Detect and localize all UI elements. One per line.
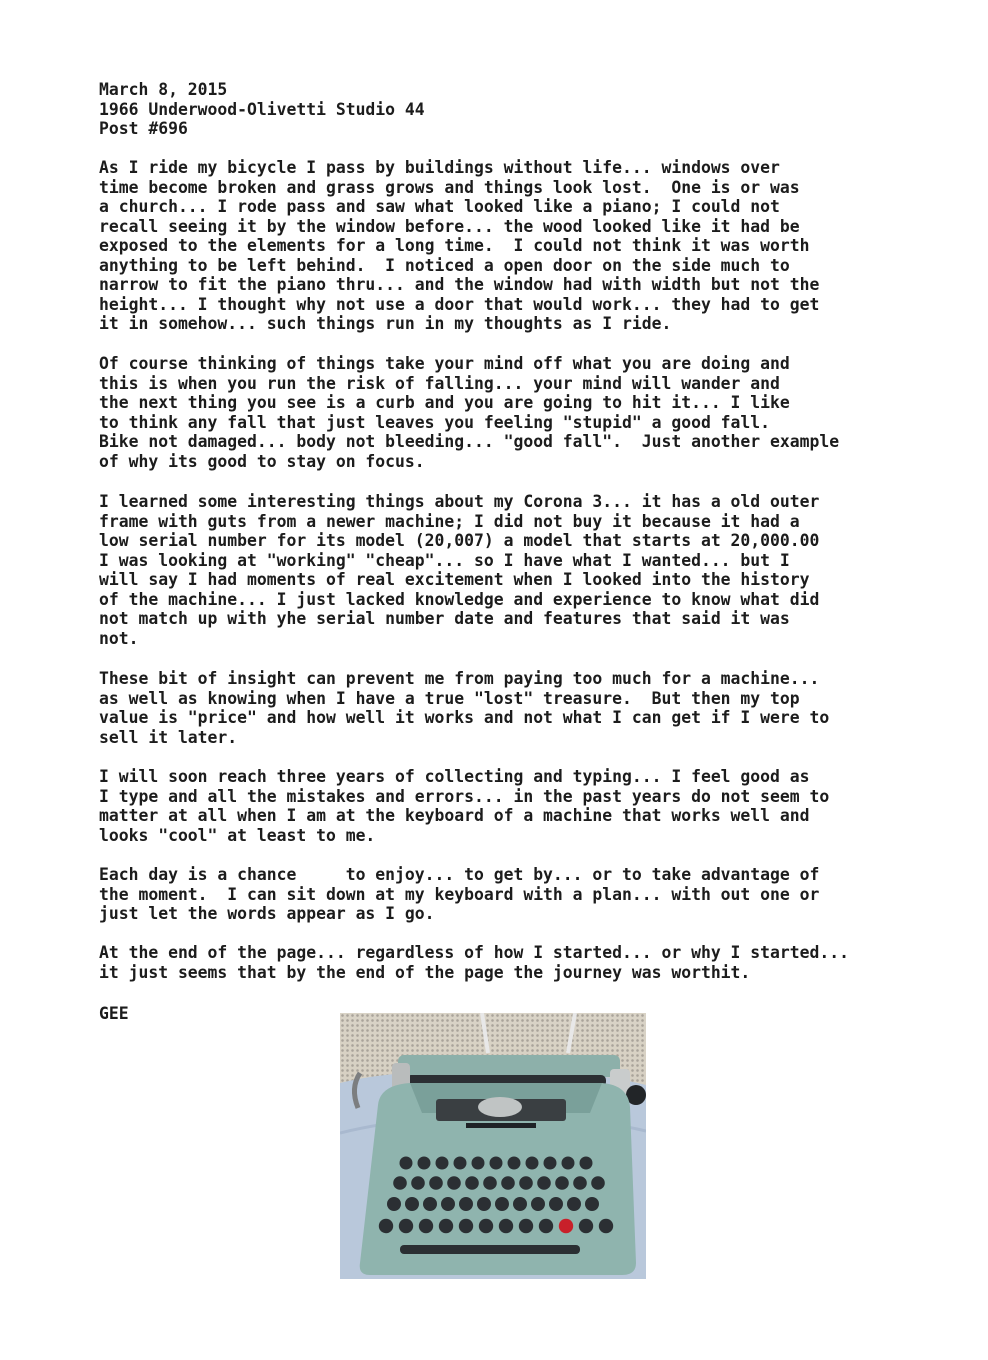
signature: GEE	[99, 1004, 129, 1023]
text-line: the next thing you see is a curb and you are going to hit it... I like	[99, 393, 790, 412]
text-line: not match up with yhe serial number date and features that said it was	[99, 609, 790, 628]
text-line: recall seeing it by the window before... the wood looked like it had be	[99, 216, 800, 236]
text-line: height... I thought why not use a door that would work... they had to get	[99, 294, 820, 314]
text-line: of why its good to stay on focus.	[99, 451, 425, 471]
text-line: At the end of the page... regardless of how I started... or why I started...	[99, 943, 849, 962]
text-line: just let the words appear as I go.	[99, 904, 435, 923]
text-line: low serial number for its model (20,007) a model that starts at 20,000.00	[99, 531, 820, 550]
text-line: I will soon reach three years of collecting and typing... I feel good as	[99, 767, 810, 786]
paragraph-6	[99, 865, 819, 924]
text-line: as well as knowing when I have a true "lost" treasure. But then my top	[99, 688, 800, 708]
text-line: matter at all when I am at the keyboard of a machine that works well and	[99, 806, 810, 825]
text-line: it in somehow... such things run in my thoughts as I ride.	[99, 314, 672, 333]
text-line: These bit of insight can prevent me from paying too much for a machine...	[99, 669, 820, 688]
text-line: frame with guts from a newer machine; I did not buy it because it had a	[99, 511, 800, 531]
paragraph-3	[99, 492, 819, 648]
text-line: sell it later.	[99, 727, 238, 747]
text-line: this is when you run the risk of falling... your mind will wander and	[99, 373, 780, 393]
text-line: Bike not damaged... body not bleeding... "good fall". Just another example	[99, 432, 840, 451]
header-machine: 1966 Underwood-Olivetti Studio 44	[99, 99, 425, 119]
text-line: time become broken and grass grows and things look lost. One is or was	[99, 177, 800, 197]
text-line: narrow to fit the piano thru... and the window had with width but not the	[99, 275, 820, 294]
paragraph-5	[99, 767, 829, 845]
paragraph-2	[99, 354, 839, 471]
typewriter-illustration	[340, 1013, 646, 1279]
text-line: looks "cool" at least to me.	[99, 825, 376, 845]
text-line: I was looking at "working" "cheap"... so I have what I wanted... but I	[99, 550, 790, 570]
text-line: value is "price" and how well it works and not what I can get if I were to	[99, 708, 830, 727]
typewriter-photo	[340, 1013, 646, 1279]
text-line: it just seems that by the end of the page the journey was worthit.	[99, 962, 751, 982]
text-line: to think any fall that just leaves you feeling "stupid" a good fall.	[99, 412, 771, 432]
text-line: I learned some interesting things about my Corona 3... it has a old outer	[99, 492, 820, 511]
text-line: of the machine... I just lacked knowledge and experience to know what did	[99, 589, 820, 609]
text-line: exposed to the elements for a long time. I could not think it was worth	[99, 236, 810, 255]
header-date: March 8, 2015	[99, 80, 228, 99]
text-line: will say I had moments of real excitement when I looked into the history	[99, 570, 810, 589]
paragraph-7	[99, 943, 849, 982]
text-line: a church... I rode pass and saw what looked like a piano; I could not	[99, 197, 780, 216]
paragraph-4	[99, 669, 829, 747]
header-post-number: Post #696	[99, 119, 188, 138]
text-line: anything to be left behind. I noticed a open door on the side much to	[99, 255, 790, 275]
text-line: I type and all the mistakes and errors... in the past years do not seem to	[99, 786, 830, 806]
text-line: not.	[99, 628, 139, 648]
paragraph-1	[99, 158, 819, 334]
text-line: Of course thinking of things take your mind off what you are doing and	[99, 354, 790, 373]
text-line: As I ride my bicycle I pass by buildings without life... windows over	[99, 158, 780, 177]
text-line: the moment. I can sit down at my keyboard with a plan... with out one or	[99, 884, 820, 904]
text-line: Each day is a chance to enjoy... to get by... or to take advantage of	[99, 865, 820, 884]
letter-header	[99, 80, 425, 139]
